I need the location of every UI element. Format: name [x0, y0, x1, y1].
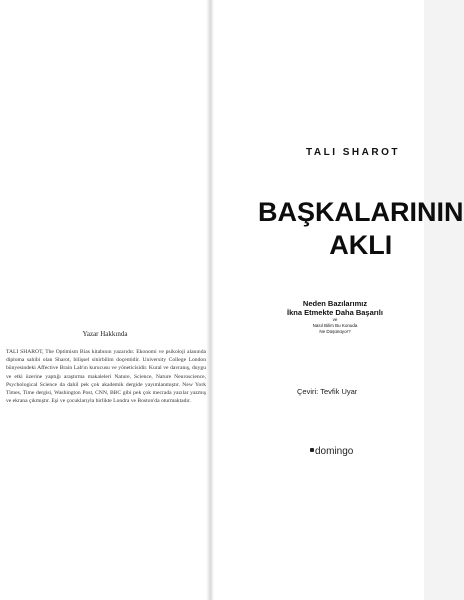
publisher-mark-icon: [310, 448, 314, 452]
subtitle-line-4: Nasıl Bilim Bu Konuda: [312, 323, 358, 328]
title-line-2: AKLI: [329, 230, 393, 260]
publisher-name: domingo: [315, 446, 354, 457]
subtitle-line-1: Neden Bazılarımız: [302, 299, 368, 308]
subtitle-line-5: Ne Düşünüyor?: [319, 329, 351, 334]
publisher-logo: [310, 446, 353, 457]
book-title: [258, 196, 464, 262]
book-subtitle: [275, 299, 395, 335]
subtitle-line-3: ve: [332, 317, 338, 322]
author-name: TALI SHAROT: [306, 147, 400, 158]
translator-credit: Çeviri: Tevfik Uyar: [297, 387, 358, 396]
about-author-heading: Yazar Hakkında: [82, 330, 128, 338]
book-gutter: [206, 0, 214, 600]
title-line-1: BAŞKALARININ: [258, 197, 464, 227]
left-page: [0, 0, 210, 600]
subtitle-line-2: İkna Etmekte Daha Başarılı: [287, 308, 383, 317]
author-bio: TALI SHAROT, The Optimism Bias kitabının yazarıdır. Ekonomi ve psikoloji alanında diploma sahibi olan Sharot, bilişsel sinirbilim doçentidir. University College London bünyesindeki Affective Brain Lab'ın kurucusu ve yöneticisidir. Kural ve davranış, duygu ve etki üzerine yaptığı araştırma makaleleri Nature, Science, Nature Neuroscience, Psychological Science da dahil pek çok akademik dergide yayımlanmıştır. New York Times, Time dergisi, Washington Post, CNN, BBC gibi pek çok mecrada yazılar yazmış ve ekrana çıkmıştır. Eşi ve çocuklarıyla birlikte Londra ve Boston'da oturmaktadır.: [6, 349, 206, 405]
